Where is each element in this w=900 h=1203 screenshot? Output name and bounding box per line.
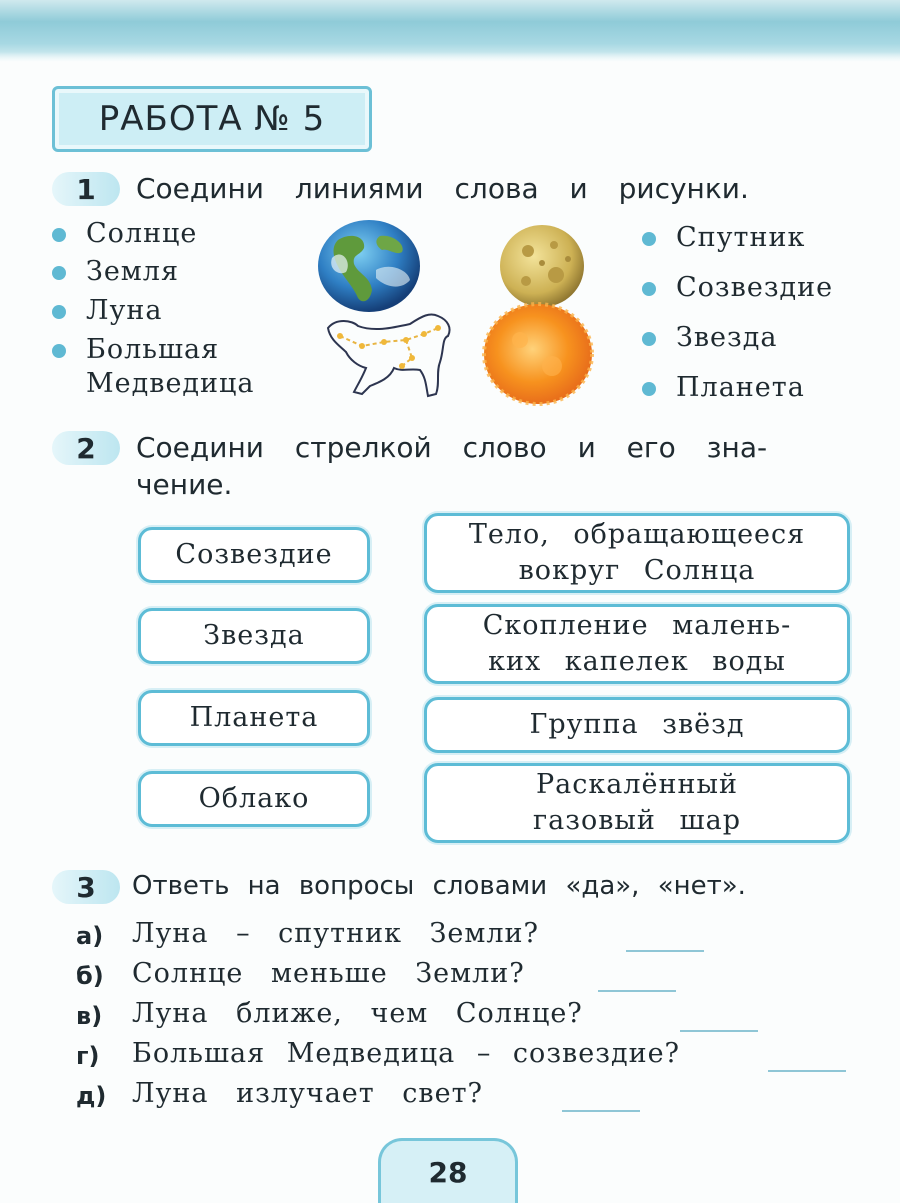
right-word-star: Звезда bbox=[676, 322, 778, 353]
answer-blank[interactable] bbox=[598, 990, 676, 992]
left-word-big-dipper-1: Большая bbox=[86, 334, 220, 365]
meaning-line: Группа звёзд bbox=[529, 709, 745, 740]
left-word-earth: Земля bbox=[86, 256, 179, 287]
task-2-instruction-line1: Соедини стрелкой слово и его зна- bbox=[136, 431, 768, 464]
question-letter: д) bbox=[76, 1082, 107, 1110]
meaning-line: газовый шар bbox=[533, 805, 741, 836]
connect-dot[interactable] bbox=[52, 228, 66, 242]
meaning-line: Тело, обращающееся bbox=[468, 519, 806, 550]
connect-dot[interactable] bbox=[52, 266, 66, 280]
answer-blank[interactable] bbox=[680, 1030, 758, 1032]
task-2-number: 2 bbox=[52, 431, 120, 465]
task-1-number: 1 bbox=[52, 172, 120, 206]
left-word-sun: Солнце bbox=[86, 218, 198, 249]
constellation-picture[interactable] bbox=[322, 306, 462, 402]
meaning-box-constellation-def[interactable] bbox=[424, 697, 850, 753]
task-3-instruction: Ответь на вопросы словами «да», «нет». bbox=[132, 871, 746, 901]
question-letter: а) bbox=[76, 922, 104, 950]
right-word-planet: Планета bbox=[676, 372, 805, 403]
left-word-big-dipper-2: Медведица bbox=[86, 368, 255, 399]
question-letter: б) bbox=[76, 962, 104, 990]
meaning-line: Раскалённый bbox=[536, 769, 738, 800]
moon-picture[interactable] bbox=[498, 223, 586, 309]
meaning-line: Скопление малень- bbox=[482, 610, 792, 641]
connect-dot[interactable] bbox=[642, 332, 656, 346]
connect-dot[interactable] bbox=[52, 344, 66, 358]
sun-picture[interactable] bbox=[480, 302, 596, 406]
meaning-box-planet-def[interactable] bbox=[424, 513, 850, 593]
top-decorative-band bbox=[0, 0, 900, 62]
page-number: 28 bbox=[378, 1138, 518, 1203]
question-text: Луна излучает свет? bbox=[132, 1078, 484, 1109]
meaning-box-star-def[interactable] bbox=[424, 763, 850, 843]
answer-blank[interactable] bbox=[626, 950, 704, 952]
connect-dot[interactable] bbox=[52, 305, 66, 319]
connect-dot[interactable] bbox=[642, 282, 656, 296]
task-2-instruction-line2: чение. bbox=[136, 468, 233, 501]
word-box-star[interactable]: Звезда bbox=[138, 608, 370, 664]
task-1-instruction: Соедини линиями слова и рисунки. bbox=[136, 172, 749, 205]
question-text: Луна ближе, чем Солнце? bbox=[132, 998, 583, 1029]
left-word-moon: Луна bbox=[86, 295, 163, 326]
task-3-number: 3 bbox=[52, 870, 120, 904]
word-box-cloud[interactable]: Облако bbox=[138, 771, 370, 827]
connect-dot[interactable] bbox=[642, 232, 656, 246]
answer-blank[interactable] bbox=[562, 1110, 640, 1112]
question-text: Большая Медведица – созвездие? bbox=[132, 1038, 681, 1069]
right-word-satellite: Спутник bbox=[676, 222, 806, 253]
right-word-constellation: Созвездие bbox=[676, 272, 834, 303]
question-text: Луна – спутник Земли? bbox=[132, 918, 539, 949]
meaning-line: вокруг Солнца bbox=[518, 555, 756, 586]
meaning-line: ких капелек воды bbox=[488, 646, 786, 677]
question-text: Солнце меньше Земли? bbox=[132, 958, 525, 989]
question-letter: г) bbox=[76, 1042, 100, 1070]
meaning-box-cloud-def[interactable] bbox=[424, 604, 850, 684]
connect-dot[interactable] bbox=[642, 382, 656, 396]
word-box-constellation[interactable]: Созвездие bbox=[138, 527, 370, 583]
word-box-planet[interactable]: Планета bbox=[138, 690, 370, 746]
earth-picture[interactable] bbox=[316, 218, 422, 314]
answer-blank[interactable] bbox=[768, 1070, 846, 1072]
page-title: РАБОТА № 5 bbox=[52, 86, 372, 152]
question-letter: в) bbox=[76, 1002, 103, 1030]
